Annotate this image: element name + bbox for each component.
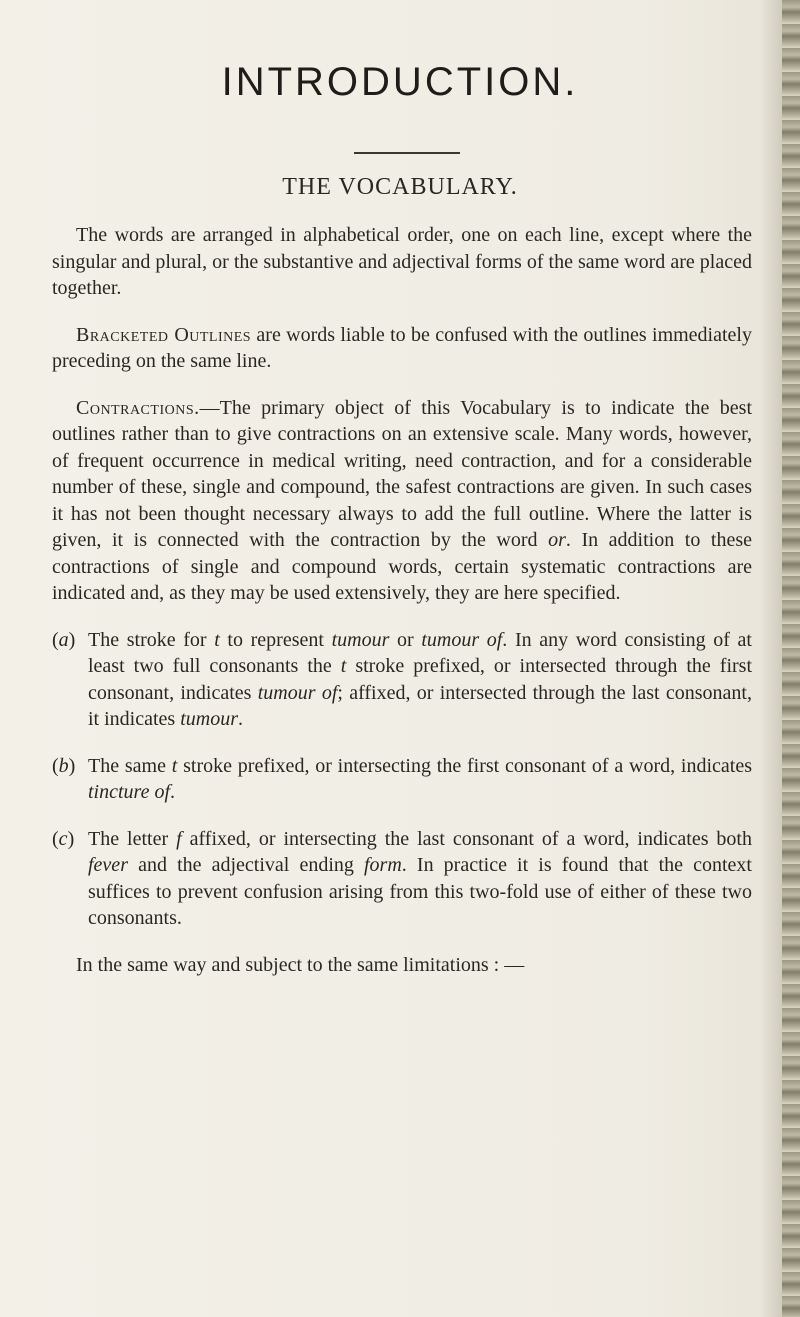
item-body: The stroke for t to represent tumour or tumour of. In any word consisting of at least two full consonants the t stroke prefixed, or intersected through the first consonant, indicates tumour of; affixed, or intersected through the last consonant, it indicates tumour. — [88, 628, 753, 730]
section-title: THE VOCABULARY. — [282, 174, 518, 200]
item-body: The letter f affixed, or intersecting the last consonant of a word, indicates both fever and the adjectival ending form. In practice it is found that the context suffices to prevent confusion arising from this two-fold use of either of these two consonants. — [88, 827, 752, 929]
bracketed-outlines-text: are words liable to be confused with the outlines immediately preceding on the same line. — [52, 323, 752, 372]
contractions-or: or — [548, 529, 566, 551]
running-head: INTRODUCTION. — [221, 60, 579, 104]
item-body: The same t stroke prefixed, or intersecting the first consonant of a word, indicates tincture of. — [88, 754, 753, 803]
closing-line: In the same way and subject to the same limitations : — — [76, 953, 525, 976]
contractions-lead: Contractions. — [76, 396, 200, 419]
contractions-text-2: . In addition to these contractions of single and compound words, certain systematic contractions are indicated and, as they may be used extensively, they are here specified. — [52, 529, 752, 604]
title-rule — [354, 152, 460, 154]
item-label: (c) — [52, 827, 75, 850]
item-label: (a) — [52, 628, 76, 651]
paragraph-bracketed-outlines — [52, 322, 752, 375]
paragraph-arrangement: The words are arranged in alphabetical order, one on each line, except where the singular and plural, or the substantive and adjectival forms of the same word are placed together. — [52, 224, 752, 299]
contractions-text-1: —The primary object of this Vocabulary is to indicate the best outlines rather than to give contractions on an extensive scale. Many words, however, of frequent occurrence in medical writing, need contraction, and for a considerable number of these, single and compound, the safest contractions are given. In such cases it has not been thought necessary always to add the full outline. Where the latter is given, it is connected with the contraction by the word — [52, 396, 752, 551]
bracketed-outlines-lead: Bracketed Outlines — [76, 323, 252, 346]
list-item-b — [52, 753, 752, 806]
list-item-a — [52, 627, 752, 733]
item-label: (b) — [52, 754, 76, 777]
body-text — [52, 222, 752, 998]
paragraph-contractions — [52, 395, 752, 607]
list-item-c — [52, 826, 752, 932]
